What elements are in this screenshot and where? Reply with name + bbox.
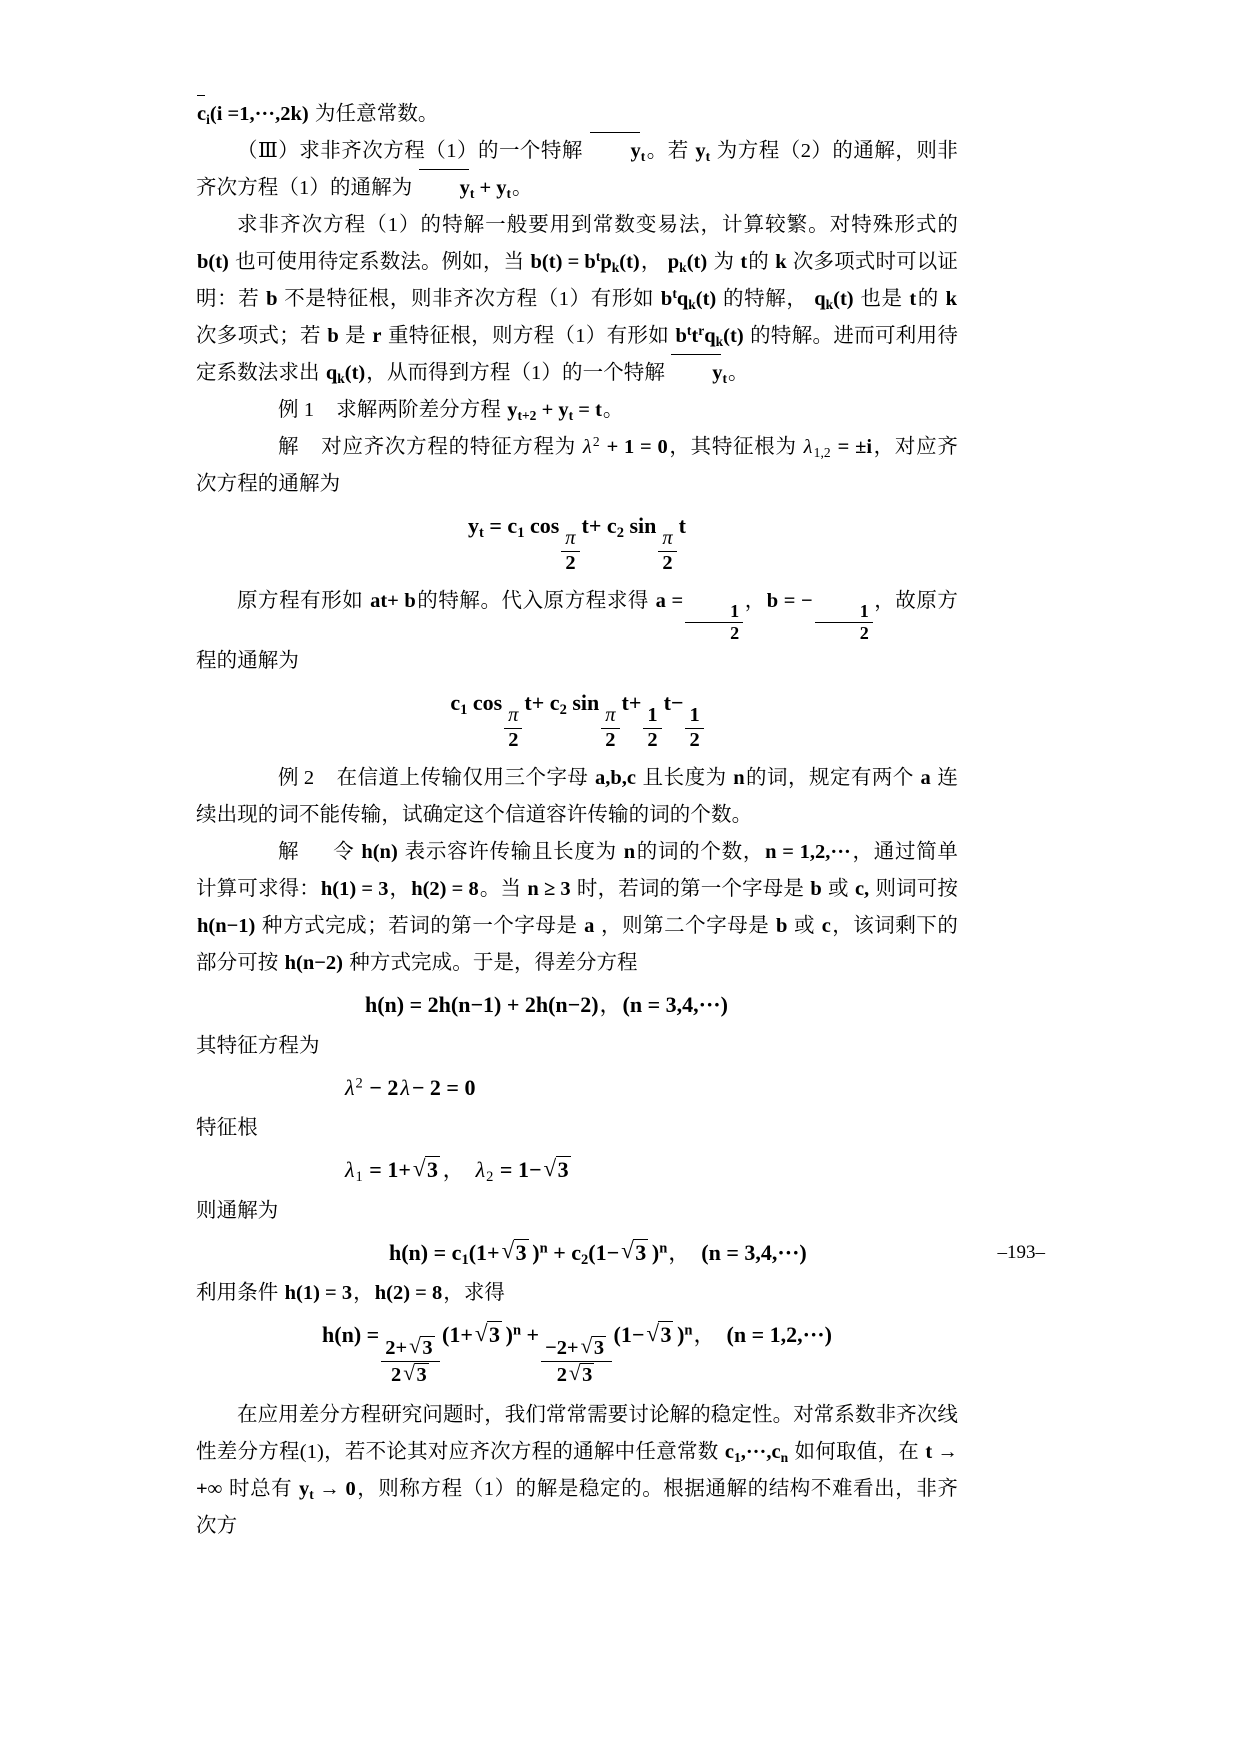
equation-general-solution-yt: $y_t = c_1$ cos $\frac{\pi}{2}$ $t+ c_2$ sin $\frac{\pi}{2}$ t: [468, 513, 686, 574]
example-1-solution: 解 对应齐次方程的特征方程为 $\lambda^2 + 1 = 0$，其特征根为 $\lambda_{1,2} = \pm i$，对应齐次方程的通解为: [196, 429, 958, 503]
example-2-statement: 例 2 在信道上传输仅用三个字母 a,b,c 且长度为 n的词，规定有两个 a 连续出现的词不能传输，试确定这个信道容许传输的词的个数。: [196, 760, 958, 834]
label-characteristic-equation: 其特征方程为: [196, 1034, 320, 1057]
equation-roots: $\lambda_1 = 1+$ √ 3 ， $\lambda_2 = 1-$ √ 3: [345, 1154, 569, 1186]
page-number: –193–: [997, 1242, 1045, 1263]
example-1-statement: 例 1 求解两阶差分方程 $y_{t+2} + y_t = t$。: [196, 392, 958, 429]
solution-2-label: 解: [278, 841, 299, 864]
example-2-solution: 解 令 h(n) 表示容许传输且长度为 n的词的个数，n = 1,2,···，通过简单计算可求得：h(1) = 3，h(2) = 8。当 n ≥ 3 时，若词的第一个字母是 b 或 c, 则词可按 h(n−1) 种方式完成；若词的第一个字母是 a ，则第二个字母是 b 或 c，该词剩下的部分可按 h(n−2) 种方式完成。于是，得差分方程: [196, 834, 958, 982]
equation-recurrence: h(n) = 2h(n−1) + 2h(n−2)，(n = 3,4,···): [365, 992, 728, 1018]
equation-full-solution: $c_1$ cos $\frac{\pi}{2}$ $t+ c_2$ sin $\frac{\pi}{2}$ t+ $\frac{1}{2}$ t− $\frac{1}{2}$: [196, 689, 958, 751]
paragraph-method: 求非齐次方程（1）的特解一般要用到常数变易法，计算较繁。对特殊形式的 b(t) 也可使用待定系数法。例如，当 $b(t) = b^tp_k(t)$， $p_k(t)$ 为 t的 k 次多项式时可以证明：若 b 不是特征根，则非齐次方程（1）有形如 $b^tq_k(t)$ 的特解， $q_k(t)$ 也是 t的 k 次多项式；若 b 是 r 重特征根，则方程（1）有形如 $b^tt^rq_k(t)$ 的特解。进而可利用待定系数法求出 $q_k(t)$，从而得到方程（1）的一个特解 $y_t$。: [196, 207, 958, 392]
equation-characteristic: $\lambda^2 - 2\lambda- 2 = 0$: [345, 1074, 476, 1100]
label-general-solution: 则通解为: [196, 1199, 279, 1222]
solution-1-label: 解: [278, 436, 299, 458]
paragraph-constants: $c_i(i =1,\cdot\cdot\cdot,2k)$ 为任意常数。: [196, 96, 958, 133]
paragraph-particular-solution: 原方程有形如 at+ b的特解。代入原方程求得 a = $\frac{1}{2}$ ，b = − $\frac{1}{2}$ ，故原方程的通解为: [196, 590, 959, 672]
page-content: [196, 96, 958, 1545]
label-characteristic-roots: 特征根: [196, 1117, 258, 1140]
paragraph-stability: 在应用差分方程研究问题时，我们常常需要讨论解的稳定性。对常系数非齐次线性差分方程(1)，若不论其对应齐次方程的通解中任意常数 $c_1,\cdot\cdot\cdot,c_n$ 如何取值，在 t → +∞ 时总有 $y_t \to 0$，则称方程（1）的解是稳定的。根据通解的结构不难看出，非齐次方: [196, 1403, 959, 1537]
example-1-label: 例 1: [278, 399, 315, 421]
paragraph-iii: （Ⅲ）求非齐次方程（1）的一个特解 $y_t$。若 $y_t$ 为方程（2）的通解，则非齐次方程（1）的通解为 $y_t + y_t$。: [196, 133, 958, 207]
example-2-label: 例 2: [278, 767, 315, 790]
equation-general-hn: $h(n) = c_1(1+$ √ 3 )$^n + c_2(1-$ √ 3 )$^n$， (n = 3,4,···): [389, 1237, 807, 1268]
label-initial-conditions: 利用条件 h(1) = 3，h(2) = 8，求得: [196, 1282, 506, 1305]
equation-closed-form: h(n) = 2+ √ 3 2 √ 3 (1+ √ 3 )$^n$ + −2+ √ 3 2 √ 3 (1− √ 3 )$^n$， (n = 1,2,···): [322, 1319, 832, 1387]
